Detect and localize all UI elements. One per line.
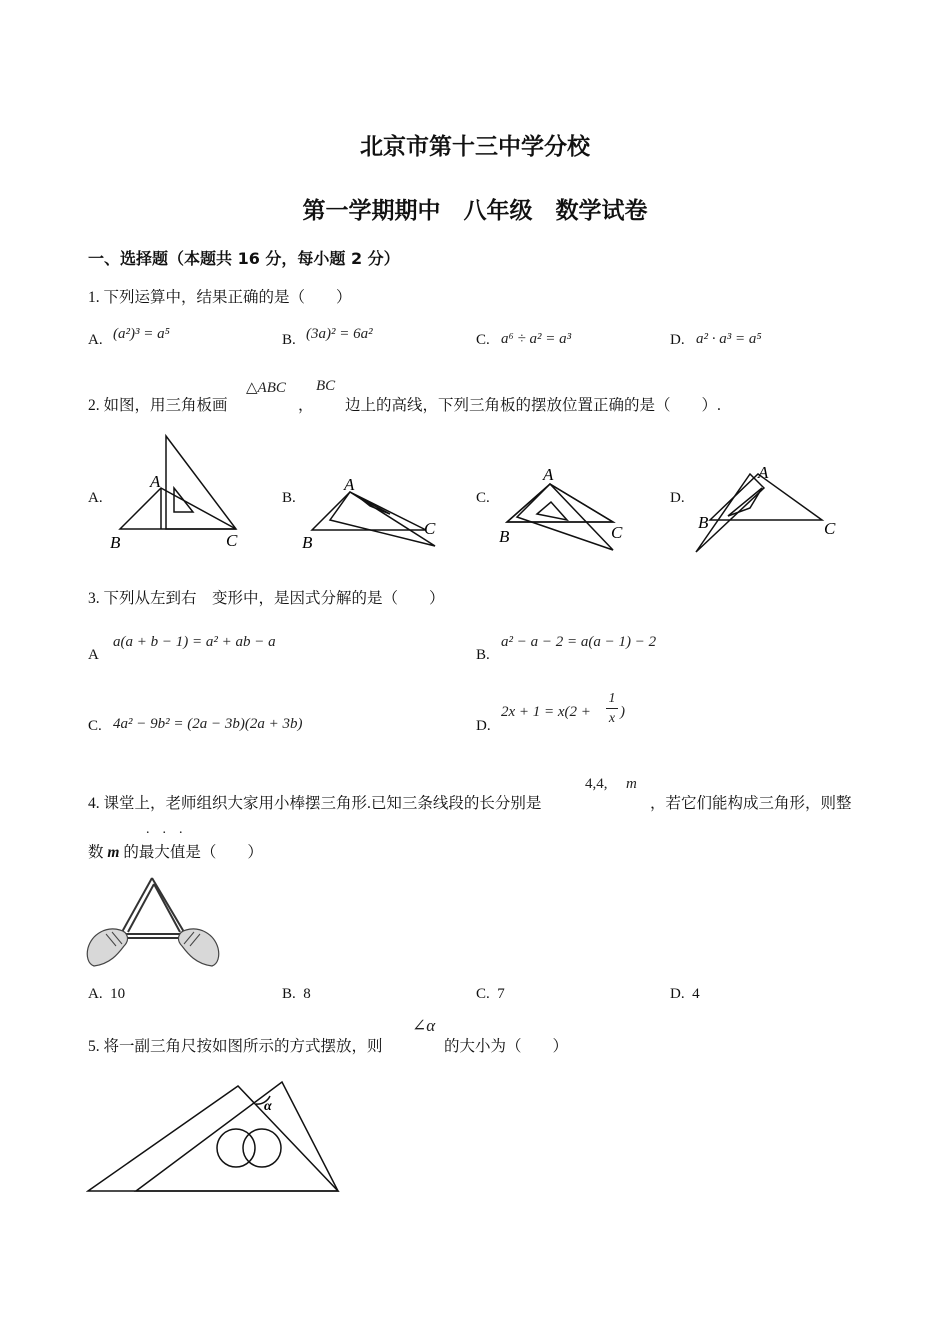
q2d-point-c: C: [824, 519, 836, 538]
q3-option-b-expr: a² − a − 2 = a(a − 1) − 2: [501, 634, 657, 650]
question-4-stem-b: ，若它们能构成三角形，则整: [650, 795, 852, 812]
q3-option-d-frac-den: x: [608, 711, 616, 726]
q3-option-b-label: B.: [476, 647, 490, 663]
q2b-point-c: C: [424, 519, 436, 538]
q2-option-d-label: D.: [670, 490, 685, 506]
q1-option-c-label: C.: [476, 332, 490, 348]
q2a-point-b: B: [110, 533, 121, 552]
section-heading: 一、选择题（本题共 16 分，每小题 2 分）: [88, 249, 400, 268]
exam-title: 第一学期期中 八年级 数学试卷: [302, 198, 648, 224]
q1-option-b-expr: (3a)² = 6a²: [306, 326, 373, 342]
q2b-point-b: B: [302, 533, 313, 552]
q2b-point-a: A: [344, 475, 355, 494]
q2-option-b-label: B.: [282, 490, 296, 506]
question-5-stem-b: 的大小为（ ）: [444, 1038, 569, 1055]
q2c-point-a: A: [543, 465, 554, 484]
q5-figure: [86, 1078, 348, 1196]
q3-option-c-expr: 4a² − 9b² = (2a − 3b)(2a + 3b): [113, 716, 303, 732]
q2d-point-b: B: [698, 513, 709, 532]
question-1-stem: 1. 下列运算中，结果正确的是（ ）: [88, 289, 352, 306]
q1-option-c-expr: a⁶ ÷ a² = a³: [501, 331, 572, 347]
q3-option-c-label: C.: [88, 718, 102, 734]
q4-lengths: 4,4,: [585, 776, 608, 792]
q1-option-d-label: D.: [670, 332, 685, 348]
q3-option-d-expr-b: ): [620, 704, 625, 720]
q3-option-a-label: A: [88, 647, 99, 663]
page-title: 北京市第十三中学分校: [360, 134, 590, 160]
q2-figure-b: [300, 470, 445, 552]
q1-option-a-label: A.: [88, 332, 103, 348]
q4-emphasis-dots: ...: [146, 822, 196, 837]
q2-figure-d: [690, 458, 845, 558]
q4-option-d: D. 4: [670, 986, 700, 1002]
q3-option-d-label: D.: [476, 718, 491, 734]
q2-figure-a: [108, 430, 258, 554]
q1-option-b-label: B.: [282, 332, 296, 348]
question-2-stem-b: 边上的高线，下列三角板的摆放位置正确的是（ ）.: [345, 397, 721, 414]
question-4-stem-c: 数 m 的最大值是（ ）: [88, 844, 263, 861]
q2-side: BC: [316, 378, 336, 394]
q4-option-b: B. 8: [282, 986, 311, 1002]
q4-option-c: C. 7: [476, 986, 505, 1002]
q2c-point-c: C: [611, 523, 623, 542]
q2-option-a-label: A.: [88, 490, 103, 506]
q3-option-d-expr-a: 2x + 1 = x(2 +: [501, 704, 591, 720]
q2c-point-b: B: [499, 527, 510, 546]
question-2-stem-a: 2. 如图，用三角板画: [88, 397, 228, 414]
q2-triangle: △ABC: [246, 380, 286, 396]
q2a-point-c: C: [226, 531, 238, 550]
q2-figure-c: [495, 462, 640, 554]
question-3-stem: 3. 下列从左到右 变形中，是因式分解的是（ ）: [88, 590, 445, 607]
q4-var: m: [626, 776, 637, 792]
q3-option-a-expr: a(a + b − 1) = a² + ab − a: [113, 634, 276, 650]
q2d-point-a: A: [758, 463, 769, 482]
q3-option-d-frac-num: 1: [606, 690, 618, 709]
q5-angle: ∠α: [412, 1016, 436, 1035]
question-4-stem-a: 4. 课堂上，老师组织大家用小棒摆三角形.已知三条线段的长分别是: [88, 795, 542, 812]
q4-sticks-figure: [86, 874, 220, 972]
q1-option-a-expr: (a²)³ = a⁵: [113, 326, 170, 342]
q5-alpha-label: α: [264, 1099, 272, 1114]
q1-option-d-expr: a² · a³ = a⁵: [696, 331, 762, 347]
q2a-point-a: A: [150, 472, 161, 491]
q2-comma: ，: [298, 397, 314, 414]
q4-option-a: A. 10: [88, 986, 126, 1002]
q2-option-c-label: C.: [476, 490, 490, 506]
question-5-stem-a: 5. 将一副三角尺按如图所示的方式摆放，则: [88, 1038, 383, 1055]
